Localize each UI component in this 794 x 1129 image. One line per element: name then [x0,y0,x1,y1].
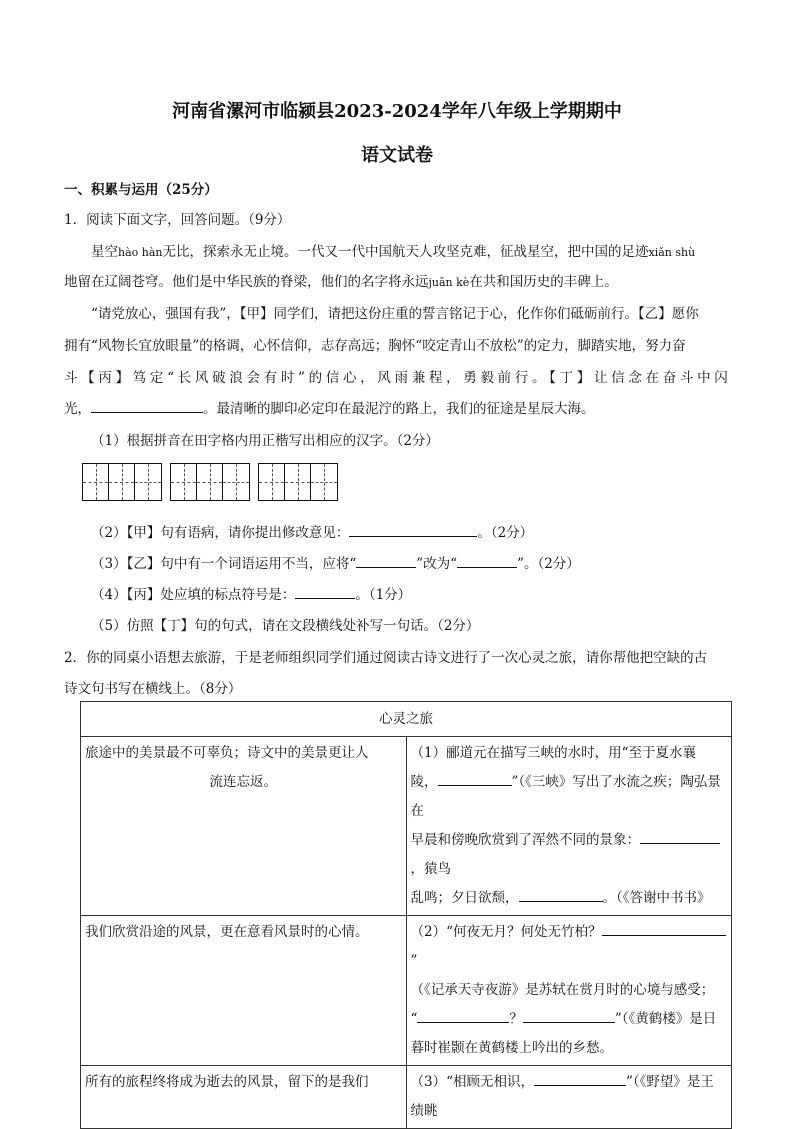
answer-blank[interactable] [91,400,203,413]
pinyin-2: xiǎn shù [648,246,696,259]
page-subtitle: 语文试卷 [361,145,433,166]
answer-blank[interactable] [640,831,720,844]
tianzi-grid-1[interactable] [82,463,162,501]
grid-cell[interactable] [83,464,109,500]
table-header: 心灵之旅 [81,702,732,737]
grid-cell[interactable] [223,464,249,500]
answer-blank[interactable] [417,1010,509,1023]
answer-blank[interactable] [438,773,512,786]
table-row [81,737,732,916]
grid-cell[interactable] [285,464,311,500]
answer-blank[interactable] [523,1010,615,1023]
page-title: 河南省漯河市临颍县2023-2024学年八年级上学期期中 [172,101,622,122]
q1-paragraph-2-line-2: 拥有“风物长宜放眼量”的格调，心怀信仰，志存高远；胸怀“咬定青山不放松”的定力，脚踏实地，努力奋 [64,338,686,354]
answer-blank[interactable] [295,586,355,599]
answer-blank[interactable] [519,889,603,902]
grid-cell[interactable] [171,464,197,500]
pinyin-3: juān kè [428,276,470,289]
q1-paragraph-1-line-1: 星空hào hàn无比，探索永无止境。一代又一代中国航天人攻坚克难，征战星空，把中国的足迹xiǎn shù [91,244,696,260]
sub-question-2: （2）【甲】句有语病，请你提出修改意见： 。（2分） [91,525,534,541]
pinyin-1: hào hàn [118,246,163,259]
grid-cell[interactable] [135,464,161,500]
table-row [81,916,732,1066]
grid-cell[interactable] [197,464,223,500]
q1-paragraph-2-line-3: 斗【丙】笃定“长风破浪会有时”的信心，风雨兼程，勇毅前行。【丁】让信念在奋斗中闪 [64,370,730,386]
grid-cell[interactable] [259,464,285,500]
grid-cell[interactable] [311,464,337,500]
sub-question-5: （5）仿照【丁】句的句式，请在文段横线处补写一句话。（2分） [91,618,480,634]
table-cell-right: （2）“何夜无月？何处无竹柏？” （《记承天寺夜游》是苏轼在赏月时的心境与感受； “ ？ ”（《黄鹤楼》是日 暮时崔颢在黄鹤楼上吟出的乡愁。 [406,916,732,1066]
tianzi-grid-2[interactable] [170,463,250,501]
question-2-prompt-line-1: 2．你的同桌小语想去旅游，于是老师组织同学们通过阅读古诗文进行了一次心灵之旅，请你帮他把空缺的古 [64,650,708,666]
answer-blank[interactable] [356,555,416,568]
question-2-prompt-line-2: 诗文句书写在横线上。（8分） [64,681,242,697]
answer-blank[interactable] [602,923,726,936]
q1-paragraph-2-line-4: 光， 。最清晰的脚印必定印在最泥泞的路上，我们的征途是星辰大海。 [64,401,595,417]
table-cell-left: 所有的旅程终将成为逝去的风景，留下的是我们 [81,1066,407,1129]
sub-question-1: （1）根据拼音在田字格内用正楷写出相应的汉字。（2分） [91,433,439,449]
sub-question-4: （4）【丙】处应填的标点符号是： 。（1分） [91,587,412,603]
grid-cell[interactable] [109,464,135,500]
answer-blank[interactable] [457,555,517,568]
q1-paragraph-1-line-2: 地留在辽阔苍穹。他们是中华民族的脊梁，他们的名字将永远juān kè在共和国历史的丰碑上。 [64,274,618,290]
q1-paragraph-2-line-1: “请党放心，强国有我”，【甲】同学们，请把这份庄重的誓言铭记于心，化作你们砥砺前行。【乙】愿你 [91,306,699,322]
table-cell-right: （1）郦道元在描写三峡的水时，用“至于夏水襄 陵， ”（《三峡》写出了水流之疾；陶弘景在 早晨和傍晚欣赏到了浑然不同的景象：，猿鸟 乱鸣；夕日欲颓， 。（《答谢中书书》 [406,737,732,916]
question-1-prompt: 1．阅读下面文字，回答问题。（9分） [64,212,291,228]
sub-question-3: （3）【乙】句中有一个词语运用不当，应将“ ”改为“ ”。（2分） [91,556,580,572]
section-heading: 一、积累与运用（25分） [64,182,218,198]
answer-blank[interactable] [349,524,477,537]
table-cell-right: （3）“相顾无相识， ”（《野望》是王绩眺 [406,1066,732,1129]
table-cell-left: 我们欣赏沿途的风景，更在意看风景时的心情。 [81,916,407,1066]
table-cell-left: 旅途中的美景最不可辜负；诗文中的美景更让人 流连忘返。 [81,737,407,916]
tianzi-grid-3[interactable] [258,463,338,501]
poetry-table [80,701,732,1129]
answer-blank[interactable] [534,1073,626,1086]
table-row [81,1066,732,1129]
